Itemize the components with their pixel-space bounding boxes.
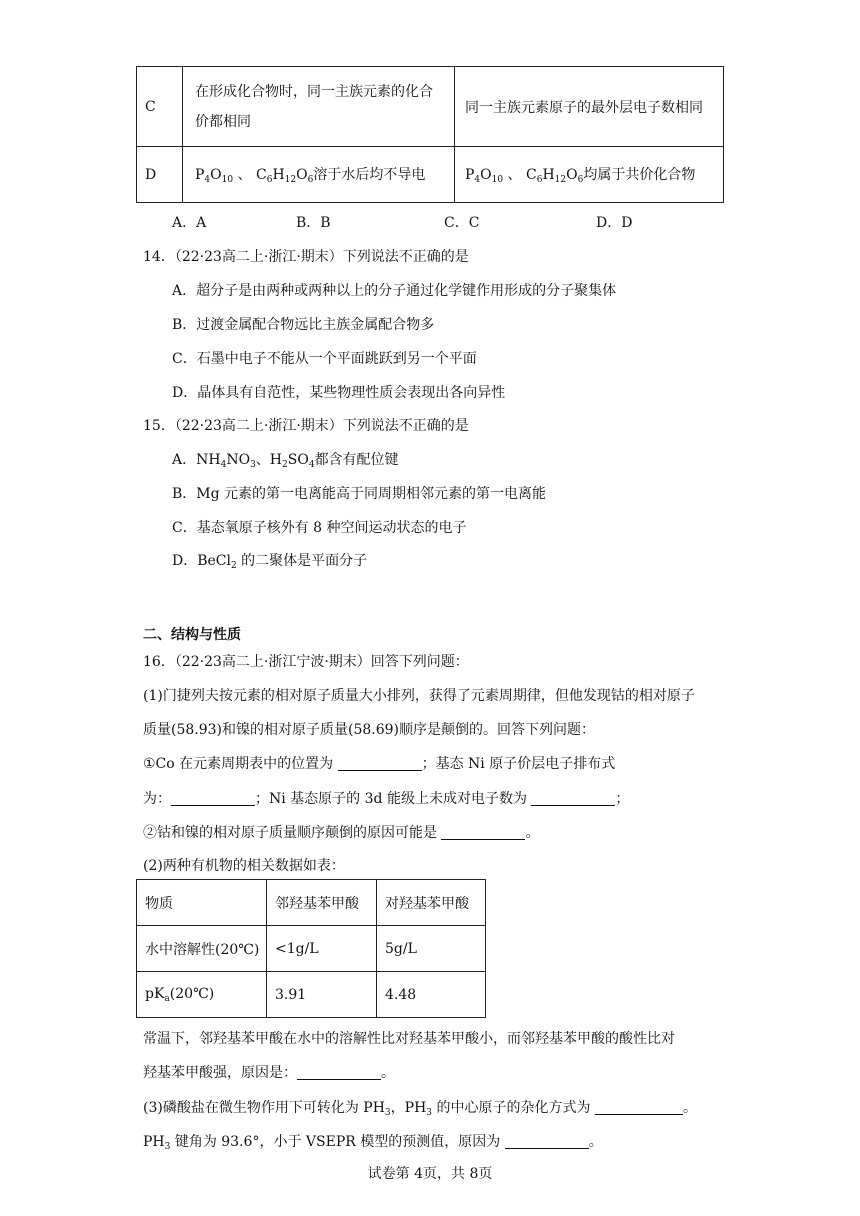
answer-blank[interactable] — [297, 1065, 381, 1080]
answer-blank[interactable] — [338, 756, 422, 771]
q16-text: ；Ni 基态原子的 3d 能级上未成对电子数为 — [255, 791, 532, 807]
q14-option-b[interactable]: B．过渡金属配合物远比主族金属配合物多 — [172, 317, 435, 333]
q13-option-c[interactable]: C．C — [444, 215, 480, 231]
table-row — [137, 926, 486, 972]
formula-p4o10: $P_4O_{10}$ — [465, 167, 504, 185]
answer-blank[interactable] — [595, 1100, 683, 1115]
q16-part2-intro: (2)两种有机物的相关数据如表： — [143, 858, 345, 874]
q16-part1-line3 — [143, 753, 615, 773]
q14-option-d[interactable]: D．晶体具有自范性，某些物理性质会表现出各向异性 — [172, 385, 506, 401]
row-c-phenomenon-line2: 价都相同 — [195, 113, 251, 130]
q16-text: PH — [143, 1134, 165, 1150]
formula-c6h12o6: $C_6H_{12}O_6$ — [526, 167, 584, 185]
q15-option-c[interactable]: C．基态氧原子核外有 8 种空间运动状态的电子 — [172, 520, 467, 536]
answer-blank[interactable] — [441, 825, 525, 840]
table-cell: 3.91 — [267, 972, 377, 1018]
table-cell: $pK_a(20℃)$ — [137, 972, 267, 1018]
q14-option-a[interactable]: A．超分子是由两种或两种以上的分子通过化学键作用形成的分子聚集体 — [172, 283, 617, 299]
q16-text: (3)磷酸盐在微生物作用下可转化为 PH — [143, 1100, 385, 1116]
section-title: 二、结构与性质 — [143, 627, 241, 643]
table-row — [137, 972, 486, 1018]
answer-blank[interactable] — [531, 791, 615, 806]
q16-text: 。 — [682, 1100, 697, 1116]
table-cell: 水中溶解性(20℃) — [137, 926, 267, 972]
q15-option-d-text: 的二聚体是平面分子 — [236, 553, 368, 569]
table-row — [137, 67, 724, 147]
formula-c6h12o6: $C_6H_{12}O_6$ — [256, 167, 314, 185]
data-table — [136, 879, 486, 1018]
row-d-explanation: $P_4O_{10}$ 、 $C_6H_{12}O_6$均属于共价化合物 — [455, 147, 724, 203]
q16-text: 。 — [588, 1134, 603, 1150]
table-cell-text: (20℃) — [169, 985, 215, 1002]
q15-option-d-prefix: D．BeCl — [172, 553, 231, 569]
q13-option-d[interactable]: D．D — [596, 215, 633, 231]
table-row — [137, 880, 486, 926]
row-d-phenomenon: $P_4O_{10}$ 、 $C_6H_{12}O_6$溶于水后均不导电 — [183, 147, 455, 203]
row-c-phenomenon — [183, 67, 455, 147]
q16-text: ②钴和镍的相对原子质量顺序颠倒的原因可能是 — [143, 825, 442, 841]
q16-part3-line1: (3)磷酸盐在微生物作用下可转化为 $PH_3$，$PH_3$ 的中心原子的杂化方式为 。 — [143, 1100, 697, 1118]
q16-text: ，PH — [390, 1100, 427, 1116]
answer-blank[interactable] — [171, 791, 255, 806]
row-d-explanation-text: 均属于共价化合物 — [583, 167, 696, 183]
table-header: 对羟基苯甲酸 — [377, 880, 486, 926]
formula-nh4no3-h2so4: $NH_4NO_3$、$H_2SO_4$ — [196, 452, 315, 470]
q15-option-d[interactable]: D．BeCl$_2$ 的二聚体是平面分子 — [172, 553, 368, 571]
table-row — [137, 147, 724, 203]
q16-stem: 16．（22·23高二上·浙江宁波·期末）回答下列问题： — [143, 654, 469, 670]
q15-option-a-prefix: A． — [172, 452, 197, 468]
row-label-d: D — [137, 147, 183, 203]
q16-part2-line2 — [143, 1062, 395, 1082]
q15-option-a[interactable] — [172, 449, 399, 470]
table-header: 物质 — [137, 880, 267, 926]
q16-text: 。 — [525, 825, 540, 841]
q16-text: ；基态 Ni 原子价层电子排布式 — [421, 756, 616, 772]
q16-text: ； — [615, 791, 630, 807]
table-cell: 4.48 — [377, 972, 486, 1018]
q16-text: 羟基苯甲酸强，原因是： — [143, 1065, 297, 1081]
q13-option-a[interactable]: A．A — [172, 215, 207, 231]
q16-part3-line2: $PH_3$ 键角为 93.6°，小于 VSEPR 模型的预测值，原因为 。 — [143, 1134, 603, 1152]
row-c-phenomenon-line1: 在形成化合物时，同一主族元素的化合 — [195, 83, 433, 100]
row-d-phenomenon-text: 溶于水后均不导电 — [313, 167, 426, 183]
row-label-c: C — [137, 67, 183, 147]
q16-part1-line4 — [143, 788, 629, 808]
table-cell: 5g/L — [377, 926, 486, 972]
q16-text: 键角为 93.6°，小于 VSEPR 模型的预测值，原因为 — [170, 1134, 505, 1150]
answer-blank[interactable] — [505, 1134, 589, 1149]
q14-stem: 14．（22·23高二上·浙江·期末）下列说法不正确的是 — [143, 249, 469, 265]
options-table — [136, 66, 724, 203]
q16-text: ①Co 在元素周期表中的位置为 — [143, 756, 338, 772]
q15-option-a-text: 都含有配位键 — [314, 452, 399, 468]
q16-text: 的中心原子的杂化方式为 — [432, 1100, 595, 1116]
row-c-explanation: 同一主族元素原子的最外层电子数相同 — [455, 67, 724, 147]
q16-text: 为： — [143, 791, 171, 807]
q14-option-c[interactable]: C．石墨中电子不能从一个平面跳跃到另一个平面 — [172, 351, 477, 367]
table-header: 邻羟基苯甲酸 — [267, 880, 377, 926]
q16-part2-line1: 常温下，邻羟基苯甲酸在水中的溶解性比对羟基苯甲酸小，而邻羟基苯甲酸的酸性比对 — [143, 1031, 675, 1047]
q15-option-b[interactable]: B．Mg 元素的第一电离能高于同周期相邻元素的第一电离能 — [172, 486, 547, 502]
formula-p4o10: $P_4O_{10}$ — [195, 167, 234, 185]
q16-part1-line5 — [143, 822, 539, 842]
page-footer: 试卷第 4页，共 8页 — [367, 1166, 493, 1182]
table-cell: <1g/L — [267, 926, 377, 972]
q16-text: 。 — [381, 1065, 395, 1081]
q16-part1-line2: 质量(58.93)和镍的相对原子质量(58.69)顺序是颠倒的。回答下列问题： — [143, 722, 596, 738]
q15-stem: 15．（22·23高二上·浙江·期末）下列说法不正确的是 — [143, 418, 469, 434]
q16-part1-line1: (1)门捷列夫按元素的相对原子质量大小排列，获得了元素周期律，但他发现钴的相对原子 — [143, 688, 695, 704]
q13-option-b[interactable]: B．B — [296, 215, 331, 231]
